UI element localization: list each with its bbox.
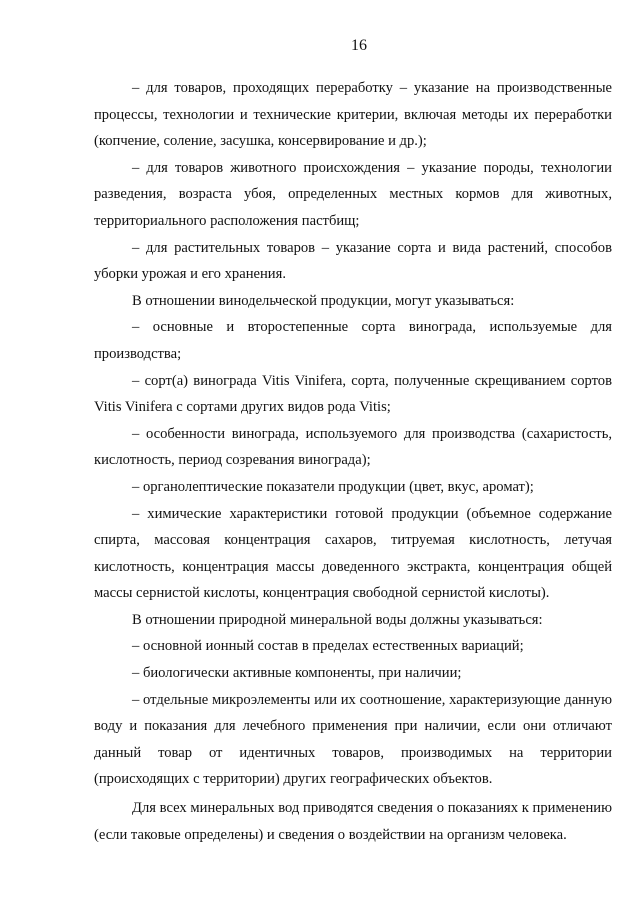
paragraph-indications: Для всех минеральных вод приводятся сведения о показаниях к применению (если таковые определены) и сведения о воздействии на организм человека. <box>94 800 612 843</box>
paragraph-animal-origin: – для товаров животного происхождения – указание породы, технологии разведения, возраста убоя, определенных местных кормов для животных, территориального расположения пастбищ; <box>94 159 612 229</box>
paragraph-plant-goods: – для растительных товаров – указание сорта и вида растений, способов уборки урожая и его хранения. <box>94 239 612 283</box>
paragraph-wine-heading: В отношении винодельческой продукции, могут указываться: <box>132 292 515 309</box>
paragraph-vitis-vinifera: – сорт(а) винограда Vitis Vinifera, сорта, полученные скрещиванием сортов Vitis Vinifera с сортами других видов рода Vitis; <box>94 372 612 416</box>
paragraph-ionic-composition: – основной ионный состав в пределах естественных вариаций; <box>132 638 524 655</box>
paragraph-grape-features: – особенности винограда, используемого для производства (сахаристость, кислотность, период созревания винограда); <box>94 425 612 469</box>
paragraph-mineral-water-heading: В отношении природной минеральной воды должны указываться: <box>132 611 543 628</box>
paragraph-bioactive: – биологически активные компоненты, при наличии; <box>132 665 462 682</box>
paragraph-chemical: – химические характеристики готовой продукции (объемное содержание спирта, массовая концентрация сахаров, титруемая кислотность, летучая кислотность, концентрация массы доведенного экстракта, концентрация общей массы сернистой кислоты, концентрация свободной сернистой кислоты). <box>94 505 612 602</box>
paragraph-processing: – для товаров, проходящих переработку – указание на производственные процессы, технологии и технические критерии, включая методы их переработки (копчение, соление, засушка, консервирование и др.); <box>94 80 612 150</box>
paragraph-microelements: – отдельные микроэлементы или их соотношение, характеризующие данную воду и показания для лечебного применения при наличии, если они отличают данный товар от идентичных товаров, производимых на территории (происходящих с территории) других географических объектов. <box>94 691 612 788</box>
paragraph-organoleptic: – органолептические показатели продукции (цвет, вкус, аромат); <box>132 478 534 495</box>
page-number: 16 <box>351 37 367 54</box>
paragraph-grape-varieties: – основные и второстепенные сорта винограда, используемые для производства; <box>94 319 612 362</box>
